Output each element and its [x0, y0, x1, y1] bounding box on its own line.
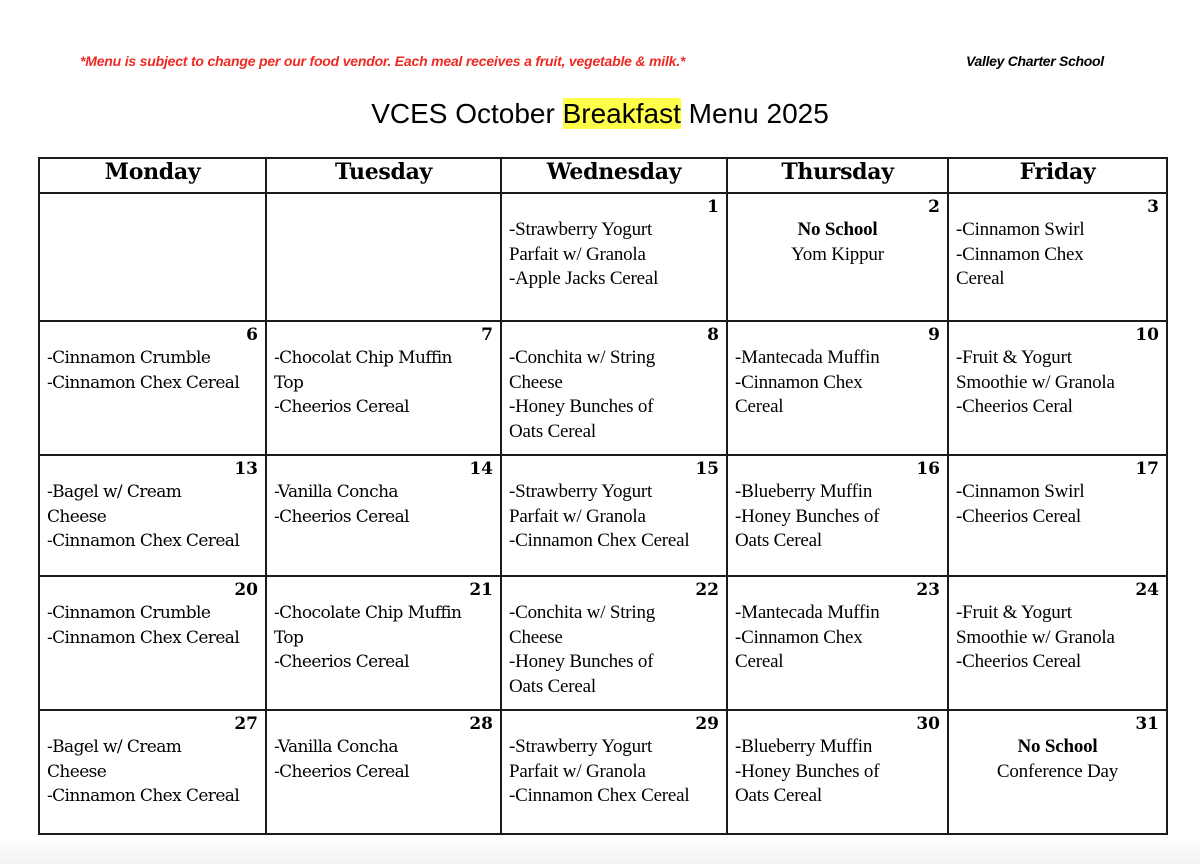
day-number: 31 — [1135, 714, 1159, 734]
menu-item: -Bagel w/ Cream — [47, 737, 182, 757]
day-number: 7 — [481, 325, 493, 345]
day-cell — [39, 321, 266, 455]
menu-item: -Blueberry Muffin — [735, 481, 873, 502]
menu-item: Oats Cereal — [509, 675, 596, 697]
closure-label: No School — [797, 219, 878, 240]
menu-item: -Honey Bunches of — [509, 651, 654, 672]
menu-item: Cheese — [47, 761, 107, 782]
day-cell — [39, 455, 266, 576]
menu-item: -Cheerios Ceral — [956, 396, 1073, 417]
menu-item: -Cheerios Cereal — [956, 651, 1081, 672]
title-suffix: Menu 2025 — [680, 98, 829, 129]
day-number — [47, 196, 258, 218]
menu-item: -Cheerios Cereal — [274, 397, 409, 417]
menu-item: Parfait w/ Granola — [509, 243, 646, 265]
day-number: 24 — [1135, 580, 1159, 600]
week-row — [39, 193, 1167, 321]
menu-item: -Cinnamon Swirl — [956, 219, 1085, 240]
menu-item: -Bagel w/ Cream — [47, 482, 182, 502]
closure-reason: Conference Day — [996, 760, 1119, 782]
day-cell — [727, 193, 948, 321]
menu-item: -Blueberry Muffin — [735, 736, 873, 757]
weekday-header: Monday — [39, 158, 266, 193]
weekday-header: Tuesday — [266, 158, 501, 193]
day-cell — [39, 193, 266, 321]
page-title — [0, 98, 1200, 130]
day-cell — [727, 576, 948, 710]
day-number: 22 — [695, 580, 719, 600]
menu-item: Smoothie w/ Granola — [956, 626, 1115, 648]
menu-item: -Cinnamon Chex — [735, 371, 863, 393]
day-cell — [266, 455, 501, 576]
day-cell — [948, 710, 1167, 834]
menu-item: Cereal — [956, 268, 1005, 289]
day-number: 3 — [1147, 197, 1159, 217]
menu-item: -Cinnamon Chex Cereal — [47, 627, 240, 648]
menu-item: Cheese — [509, 626, 563, 648]
menu-item: -Vanilla Concha — [274, 482, 398, 502]
day-number: 29 — [695, 714, 719, 734]
title-highlight: Breakfast — [562, 98, 681, 129]
menu-item: -Cinnamon Crumble — [47, 603, 211, 623]
menu-item: Cereal — [735, 651, 784, 672]
day-number: 13 — [234, 459, 258, 479]
weekday-header-row — [39, 158, 1167, 193]
day-cell — [727, 455, 948, 576]
menu-item: -Strawberry Yogurt — [509, 481, 653, 502]
menu-item: Oats Cereal — [735, 530, 822, 551]
day-number: 30 — [916, 714, 940, 734]
menu-item: -Fruit & Yogurt — [956, 602, 1072, 623]
menu-item: Cheese — [47, 506, 107, 527]
day-cell — [266, 576, 501, 710]
day-cell — [948, 455, 1167, 576]
day-cell — [501, 576, 727, 710]
title-prefix: VCES October — [371, 98, 563, 129]
menu-item: -Chocolat Chip Muffin — [274, 348, 452, 368]
menu-item: -Honey Bunches of — [509, 396, 654, 417]
menu-item: -Strawberry Yogurt — [509, 219, 653, 240]
menu-item: -Conchita w/ String — [509, 602, 656, 623]
day-cell — [727, 321, 948, 455]
menu-item: -Mantecada Muffin — [735, 602, 880, 623]
menu-item: -Cinnamon Crumble — [47, 348, 211, 368]
closure-label: No School — [1017, 736, 1098, 757]
day-number: 1 — [707, 197, 719, 217]
day-number: 27 — [234, 714, 258, 734]
menu-item: -Fruit & Yogurt — [956, 347, 1072, 368]
day-number: 14 — [469, 459, 493, 479]
menu-item: -Cheerios Cereal — [274, 652, 409, 672]
day-cell — [501, 321, 727, 455]
week-row — [39, 321, 1167, 455]
menu-item: Top — [274, 627, 304, 648]
menu-item: -Mantecada Muffin — [735, 347, 880, 368]
week-row — [39, 455, 1167, 576]
day-number: 28 — [469, 714, 493, 734]
menu-item: Oats Cereal — [735, 785, 822, 806]
menu-item: -Cheerios Cereal — [956, 505, 1081, 527]
closure-reason: Yom Kippur — [791, 243, 884, 265]
day-cell — [39, 710, 266, 834]
menu-item: Parfait w/ Granola — [509, 760, 646, 782]
day-cell — [501, 710, 727, 834]
menu-item: Cheese — [509, 371, 563, 393]
menu-item: -Cinnamon Chex Cereal — [47, 531, 240, 551]
menu-item: -Cinnamon Chex Cereal — [47, 372, 240, 393]
menu-item: Smoothie w/ Granola — [956, 371, 1115, 393]
menu-item: -Cinnamon Swirl — [956, 481, 1085, 502]
day-number: 21 — [469, 580, 493, 600]
menu-item: -Chocolate Chip Muffin — [274, 603, 462, 623]
menu-item: -Cinnamon Chex Cereal — [47, 786, 240, 806]
menu-item: -Cinnamon Chex — [735, 626, 863, 648]
menu-calendar — [38, 157, 1168, 835]
menu-item: -Cheerios Cereal — [274, 506, 409, 527]
day-cell — [501, 193, 727, 321]
day-cell — [727, 710, 948, 834]
week-row — [39, 710, 1167, 834]
menu-item: -Cinnamon Chex Cereal — [509, 785, 690, 806]
day-number: 8 — [707, 325, 719, 345]
page-bottom-edge — [0, 838, 1200, 864]
day-number: 15 — [695, 459, 719, 479]
menu-item: -Conchita w/ String — [509, 347, 656, 368]
day-cell — [39, 576, 266, 710]
menu-item: Cereal — [735, 396, 784, 417]
day-number: 23 — [916, 580, 940, 600]
menu-item: Top — [274, 372, 304, 393]
menu-item: Oats Cereal — [509, 420, 596, 442]
day-number: 9 — [928, 325, 940, 345]
menu-item: -Cinnamon Chex Cereal — [509, 530, 690, 551]
day-number: 17 — [1135, 459, 1159, 479]
weekday-header: Friday — [948, 158, 1167, 193]
day-number: 10 — [1135, 325, 1159, 345]
day-cell — [266, 710, 501, 834]
menu-item: -Apple Jacks Cereal — [509, 268, 659, 289]
day-number: 2 — [928, 197, 940, 217]
menu-item: -Strawberry Yogurt — [509, 736, 653, 757]
menu-item: -Cheerios Cereal — [274, 761, 409, 782]
day-cell — [266, 193, 501, 321]
day-cell — [948, 321, 1167, 455]
weekday-header: Thursday — [727, 158, 948, 193]
day-cell — [948, 576, 1167, 710]
week-row — [39, 576, 1167, 710]
menu-notice: *Menu is subject to change per our food vendor. Each meal receives a fruit, vegetable & milk.* — [80, 53, 686, 69]
day-cell — [501, 455, 727, 576]
day-number: 16 — [916, 459, 940, 479]
menu-item: -Honey Bunches of — [735, 505, 880, 527]
menu-item: Parfait w/ Granola — [509, 505, 646, 527]
day-number: 20 — [234, 580, 258, 600]
menu-item: -Cinnamon Chex — [956, 243, 1084, 265]
weekday-header: Wednesday — [501, 158, 727, 193]
day-number — [274, 196, 493, 218]
menu-item: -Honey Bunches of — [735, 760, 880, 782]
menu-item: -Vanilla Concha — [274, 737, 398, 757]
day-number: 6 — [246, 325, 258, 345]
school-name: Valley Charter School — [966, 53, 1104, 69]
day-cell — [266, 321, 501, 455]
day-cell — [948, 193, 1167, 321]
